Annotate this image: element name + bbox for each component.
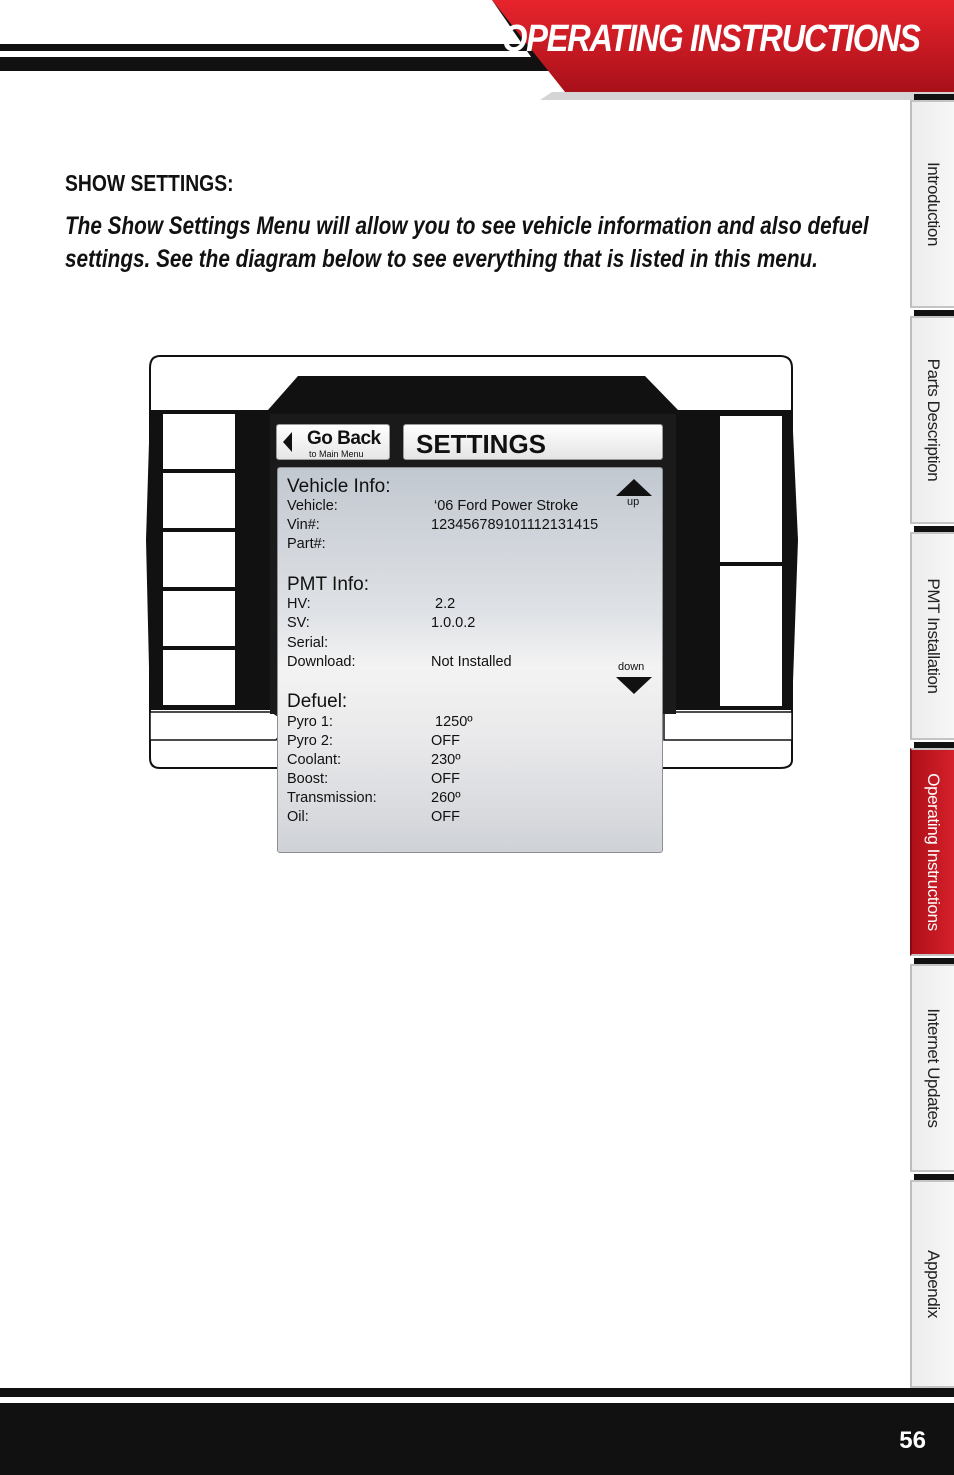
footer-rule	[0, 1388, 954, 1397]
scroll-down-icon[interactable]	[616, 677, 652, 694]
scroll-up-icon[interactable]	[616, 479, 652, 496]
tab-pmt-installation[interactable]	[910, 532, 954, 740]
vehicle-info-heading: Vehicle Info:	[287, 476, 391, 497]
back-arrow-icon	[283, 432, 292, 452]
download-value: Not Installed	[431, 654, 512, 670]
scroll-up-label: up	[627, 496, 640, 508]
tab-label: Appendix	[924, 1250, 943, 1318]
boost-value: OFF	[431, 771, 460, 787]
go-back-label: Go Back	[307, 428, 381, 449]
screen-title-bar	[403, 424, 663, 460]
scroll-down-label: down	[618, 661, 645, 673]
tab-internet-updates[interactable]	[910, 964, 954, 1172]
oil-value: OFF	[431, 809, 460, 825]
device-right-button	[720, 566, 782, 706]
hv-label: HV:	[287, 596, 311, 612]
tab-operating-instructions[interactable]	[910, 748, 954, 956]
part-label: Part#:	[287, 536, 326, 552]
intro-paragraph: The Show Settings Menu will allow you to see vehicle information and also defuel settings. See the diagram below to see everything that is listed in this menu.	[65, 212, 869, 273]
go-back-button[interactable]	[276, 424, 390, 460]
tab-label: Internet Updates	[924, 1008, 943, 1128]
device-side-button	[163, 591, 235, 646]
pmt-info-heading: PMT Info:	[287, 574, 370, 595]
oil-label: Oil:	[287, 809, 309, 825]
go-back-sublabel: to Main Menu	[309, 449, 364, 459]
boost-label: Boost:	[287, 771, 329, 787]
pyro1-value: 1250º	[435, 714, 473, 730]
tab-label: Introduction	[924, 161, 943, 247]
footer-bar	[0, 1403, 954, 1475]
tab-parts-description[interactable]	[910, 316, 954, 524]
device-side-button	[163, 532, 235, 587]
download-label: Download:	[287, 654, 356, 670]
pyro1-label: Pyro 1:	[287, 714, 333, 730]
pyro2-label: Pyro 2:	[287, 733, 333, 749]
transmission-label: Transmission:	[287, 790, 377, 806]
hv-value: 2.2	[435, 596, 456, 612]
vin-value: 123456789101112131415	[431, 517, 599, 533]
vin-label: Vin#:	[287, 517, 320, 533]
tab-label: Parts Description	[924, 358, 943, 482]
pyro2-value: OFF	[431, 733, 460, 749]
sv-value: 1.0.0.2	[431, 615, 476, 631]
serial-label: Serial:	[287, 635, 329, 651]
coolant-label: Coolant:	[287, 752, 342, 768]
device-side-button	[163, 414, 235, 469]
sv-label: SV:	[287, 615, 310, 631]
tab-introduction[interactable]	[910, 100, 954, 308]
tab-label: PMT Installation	[924, 578, 943, 694]
section-heading: SHOW SETTINGS:	[65, 170, 234, 196]
device-right-button	[720, 416, 782, 562]
device-side-button	[163, 473, 235, 528]
screen-title: SETTINGS	[416, 429, 547, 459]
device-side-button	[163, 650, 235, 705]
page-section-title: OPERATING INSTRUCTIONS	[502, 18, 920, 60]
page-number: 56	[899, 1427, 926, 1454]
vehicle-value: ‘06 Ford Power Stroke	[434, 498, 579, 514]
defuel-heading: Defuel:	[287, 691, 348, 712]
vehicle-label: Vehicle:	[287, 498, 338, 514]
tab-appendix[interactable]	[910, 1180, 954, 1388]
coolant-value: 230º	[431, 752, 461, 768]
transmission-value: 260º	[431, 790, 461, 806]
tab-label: Operating Instructions	[924, 773, 943, 931]
